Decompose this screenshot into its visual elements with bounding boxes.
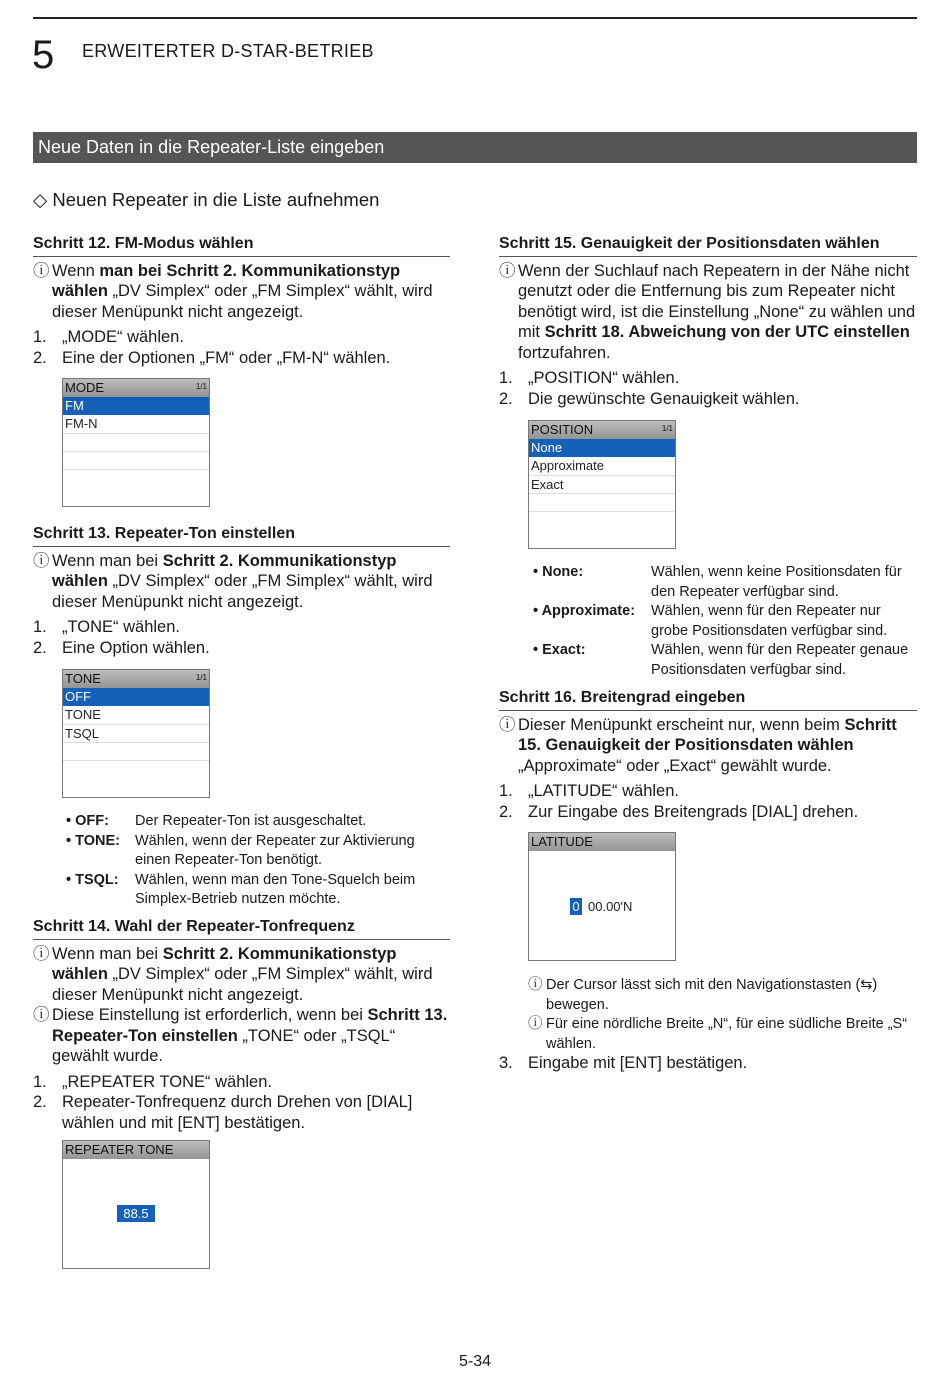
menu-row-empty [63,761,209,779]
menu-row-empty [63,452,209,470]
list-item: 1. „TONE“ wählen. [33,618,180,636]
step-12-title: Schritt 12. FM-Modus wählen [33,234,450,257]
list-item: 1. „POSITION“ wählen. [499,369,680,387]
info-icon: ⓘ [528,1016,543,1032]
tone-value-field[interactable]: 88.5 [117,1205,155,1222]
step-14-note-1: ⓘ Wenn man bei Schritt 2. Kommunikationstyp wählen „DV Simplex“ oder „FM Simplex“ wählt, wird dieser Menüpunkt nicht angezeigt. [33,944,433,1004]
menu-row-empty [529,512,675,530]
list-item: 3. Eingabe mit [ENT] bestätigen. [499,1054,748,1072]
step-14-block [33,917,450,1133]
list-item: 2. Eine der Optionen „FM“ oder „FM-N“ wählen. [33,348,391,367]
screen-header: TONE 1/1 [65,671,207,686]
step-16-title: Schritt 16. Breitengrad eingeben [499,688,917,711]
step-16-note: ⓘ Dieser Menüpunkt erscheint nur, wenn beim Schritt 15. Genauigkeit der Positionsdaten wählen „Approximate“ oder „Exact“ gewählt wurde. [499,715,897,775]
bullet-tsql: • TSQL: Wählen, wenn man den Tone-Squelch beim Simplex-Betrieb nutzen möchte. [66,871,416,907]
position-bullets [533,563,917,680]
hemisphere-note: ⓘ Für eine nördliche Breite „N“, für eine südliche Breite „S“ wählen. [528,1016,908,1052]
chapter-number: 5 [32,33,55,77]
list-item: 2. Repeater-Tonfrequenz durch Drehen von [DIAL] wählen und mit [ENT] bestätigen. [33,1093,413,1132]
latitude-value: 00.00'N [588,899,633,914]
info-icon: ⓘ [499,715,516,734]
step-15-note: ⓘ Wenn der Suchlauf nach Repeatern in der Nähe nicht genutzt oder die Entfernung bis zum Repeater nicht benötigt wird, ist die Einstellung „None“ zu wählen und mit Schritt 18. Abweichung von der UTC einstellen fortzufahren. [499,261,916,362]
menu-option-tone[interactable]: TONE [63,706,209,724]
menu-option-approximate[interactable]: Approximate [529,457,675,475]
info-icon: ⓘ [33,551,50,570]
menu-option-tsql[interactable]: TSQL [63,725,209,743]
tone-bullets [66,812,446,910]
bullet-off: • OFF: Der Repeater-Ton ist ausgeschaltet. [66,813,367,829]
screen-header: REPEATER TONE [63,1141,209,1159]
page-number: 5-34 [458,1353,492,1370]
bullet-approximate: • Approximate: Wählen, wenn für den Repeater nur grobe Positionsdaten verfügbar sind. [533,603,888,639]
bullet-none: • None: Wählen, wenn keine Positionsdaten für den Repeater verfügbar sind. [533,564,902,600]
step-13-title: Schritt 13. Repeater-Ton einstellen [33,524,450,547]
menu-row-empty [63,434,209,452]
top-rule [33,17,917,19]
info-icon: ⓘ [528,977,543,993]
list-item: 1. „MODE“ wählen. [33,328,184,346]
screen-header: MODE 1/1 [65,380,207,395]
menu-option-exact[interactable]: Exact [529,476,675,494]
list-item: 1. „LATITUDE“ wählen. [499,782,679,800]
info-icon: ⓘ [499,261,516,280]
menu-row-empty [63,470,209,488]
menu-option-none[interactable]: None [529,439,675,457]
step-13-block [33,524,450,658]
bullet-exact: • Exact: Wählen, wenn für den Repeater genaue Positionsdaten verfügbar sind. [533,642,909,678]
info-icon: ⓘ [33,1006,50,1024]
step-16-block [499,688,917,822]
tone-screen [62,669,210,798]
menu-option-fm[interactable]: FM [63,397,209,415]
step-14-note-2: ⓘ Diese Einstellung ist erforderlich, wenn bei Schritt 13. Repeater-Ton einstellen „TONE“ oder „TSQL“ gewählt wurde. [33,1006,448,1065]
repeater-tone-screen [62,1140,210,1269]
list-item: 2. Zur Eingabe des Breitengrads [DIAL] drehen. [499,802,859,821]
step-13-note: ⓘ Wenn man bei Schritt 2. Kommunikationstyp wählen „DV Simplex“ oder „FM Simplex“ wählt, wird dieser Menüpunkt nicht angezeigt. [33,551,433,611]
latitude-screen [528,832,676,961]
step-16-small-notes [528,976,917,1054]
screen-header: LATITUDE [529,833,675,851]
list-item: 2. Eine Option wählen. [33,638,210,657]
section-banner: Neue Daten in die Repeater-Liste eingeben [33,132,917,163]
step-15-block [499,234,917,409]
step-15-title: Schritt 15. Genauigkeit der Positionsdaten wählen [499,234,917,257]
list-item: 2. Die gewünschte Genauigkeit wählen. [499,389,800,408]
left-column [33,234,450,368]
mode-screen [62,378,210,507]
menu-row-empty [529,494,675,512]
screen-header: POSITION 1/1 [531,422,673,437]
bullet-tone: • TONE: Wählen, wenn der Repeater zur Aktivierung einen Repeater-Ton benötigt. [66,832,415,868]
step-12-note: ⓘ Wenn man bei Schritt 2. Kommunikationstyp wählen „DV Simplex“ oder „FM Simplex“ wählt, wird dieser Menüpunkt nicht angezeigt. [33,261,433,321]
step-16-item-3 [499,1053,917,1074]
menu-option-fm-n[interactable]: FM-N [63,415,209,433]
latitude-cursor[interactable]: 0 [570,898,582,915]
list-item: 1. „REPEATER TONE“ wählen. [33,1072,272,1091]
info-icon: ⓘ [33,944,50,963]
position-screen [528,420,676,549]
chapter-title: ERWEITERTER D-STAR-BETRIEB [82,41,374,61]
step-14-title: Schritt 14. Wahl der Repeater-Tonfrequenz [33,917,450,940]
menu-row-empty [63,743,209,761]
info-icon: ⓘ [33,261,50,280]
menu-option-off[interactable]: OFF [63,688,209,706]
cursor-note: ⓘ Der Cursor lässt sich mit den Navigationstasten (⇆) bewegen. [528,977,878,1013]
subsection-title: ◇ Neuen Repeater in die Liste aufnehmen [33,189,380,210]
